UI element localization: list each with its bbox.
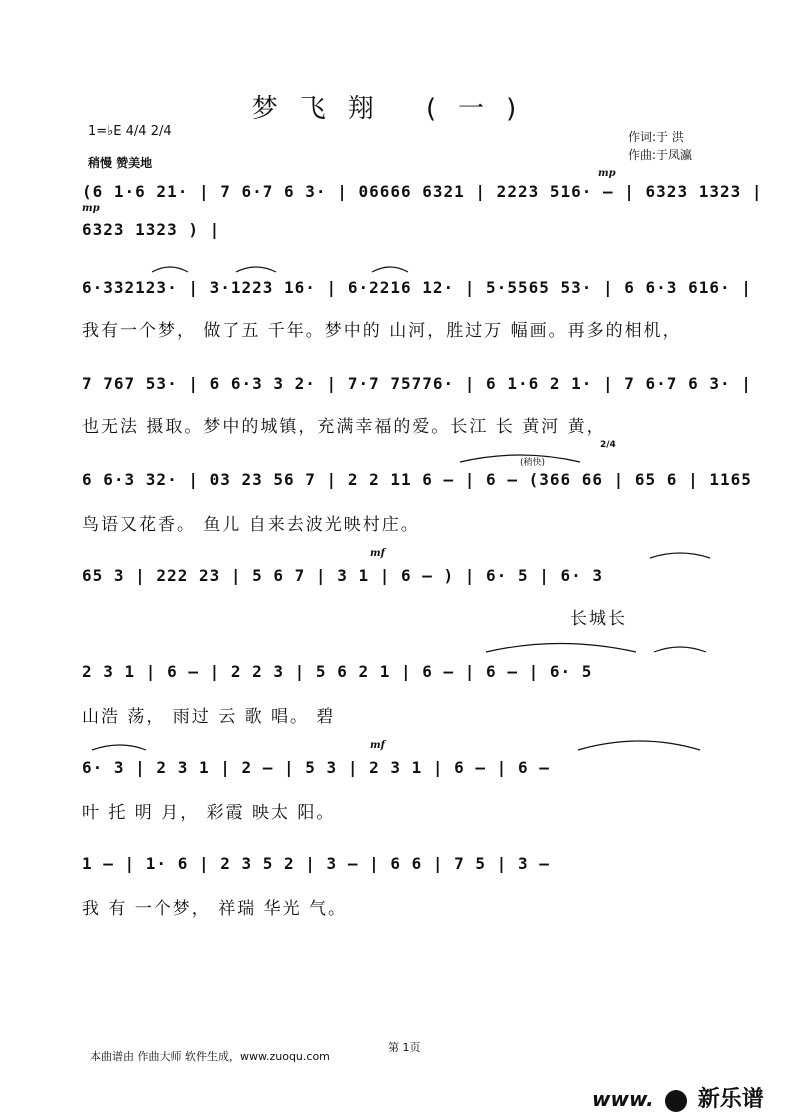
- lyric-line: 鸟语又花香。 鱼儿 自来去波光映村庄。: [82, 515, 420, 535]
- notation-line: (6 1·6 21· | 7 6·7 6 3· | 06666 6321 | 2223 516· – | 6323 1323 |: [82, 182, 763, 201]
- lyric-line: 长城长: [570, 609, 627, 629]
- key-signature: 1=♭E 4/4 2/4: [88, 124, 172, 139]
- notation-line: 6 6·3 32· | 03 23 56 7 | 2 2 11 6 – | 6 – (366 66 | 65 6 | 1165: [82, 470, 752, 489]
- notation-line: 6· 3 | 2 3 1 | 2 – | 5 3 | 2 3 1 | 6 – | 6 –: [82, 758, 550, 777]
- lyric-line: 山浩 荡， 雨过 云 歌 唱。 碧: [82, 707, 336, 727]
- notation-line: 6323 1323 ) |: [82, 220, 221, 239]
- lyricist-credit: 作词:于 洪: [628, 130, 684, 144]
- lyric-line: 也无法 摄取。梦中的城镇，充满幸福的爱。长江 长 黄河 黄，: [82, 417, 606, 437]
- dynamic-mark: mf: [370, 740, 385, 751]
- record-logo-icon: [665, 1090, 687, 1112]
- notation-line: 7 767 53· | 6 6·3 3 2· | 7·7 75776· | 6 1·6 2 1· | 7 6·7 6 3· |: [82, 374, 752, 393]
- brand-watermark: [592, 1082, 764, 1113]
- dynamic-mark: mp: [82, 203, 100, 214]
- generator-note: 本曲谱由 作曲大师 软件生成，www.zuoqu.com: [90, 1050, 330, 1063]
- brand-name: 新乐谱: [697, 1087, 764, 1112]
- lyric-line: 叶 托 明 月， 彩霞 映太 阳。: [82, 803, 336, 823]
- brand-url: www.: [592, 1087, 654, 1111]
- page-number: 第 1页: [388, 1041, 421, 1054]
- dynamic-mark: mp: [598, 168, 616, 179]
- notation-line: 65 3 | 222 23 | 5 6 7 | 3 1 | 6 – ) | 6· 5 | 6· 3: [82, 566, 604, 585]
- composer-credit: 作曲:于凤瀛: [628, 148, 693, 162]
- tempo-marking: 稍慢 赞美地: [88, 156, 153, 170]
- lyric-line: 我 有 一个梦， 祥瑞 华光 气。: [82, 899, 348, 919]
- notation-line: 6·332123· | 3·1223 16· | 6·2216 12· | 5·5565 53· | 6 6·3 616· |: [82, 278, 752, 297]
- dynamic-mark: mf: [370, 548, 385, 559]
- time-signature-change: 2/4: [600, 440, 616, 450]
- page-title: 梦飞翔 (一): [251, 94, 539, 124]
- lyric-line: 我有一个梦， 做了五 千年。梦中的 山河，胜过万 幅画。再多的相机，: [82, 321, 682, 341]
- notation-line: 2 3 1 | 6 – | 2 2 3 | 5 6 2 1 | 6 – | 6 – | 6· 5: [82, 662, 593, 681]
- notation-line: 1 – | 1· 6 | 2 3 5 2 | 3 – | 6 6 | 7 5 | 3 –: [82, 854, 550, 873]
- tempo-annotation: (稍快): [520, 458, 546, 468]
